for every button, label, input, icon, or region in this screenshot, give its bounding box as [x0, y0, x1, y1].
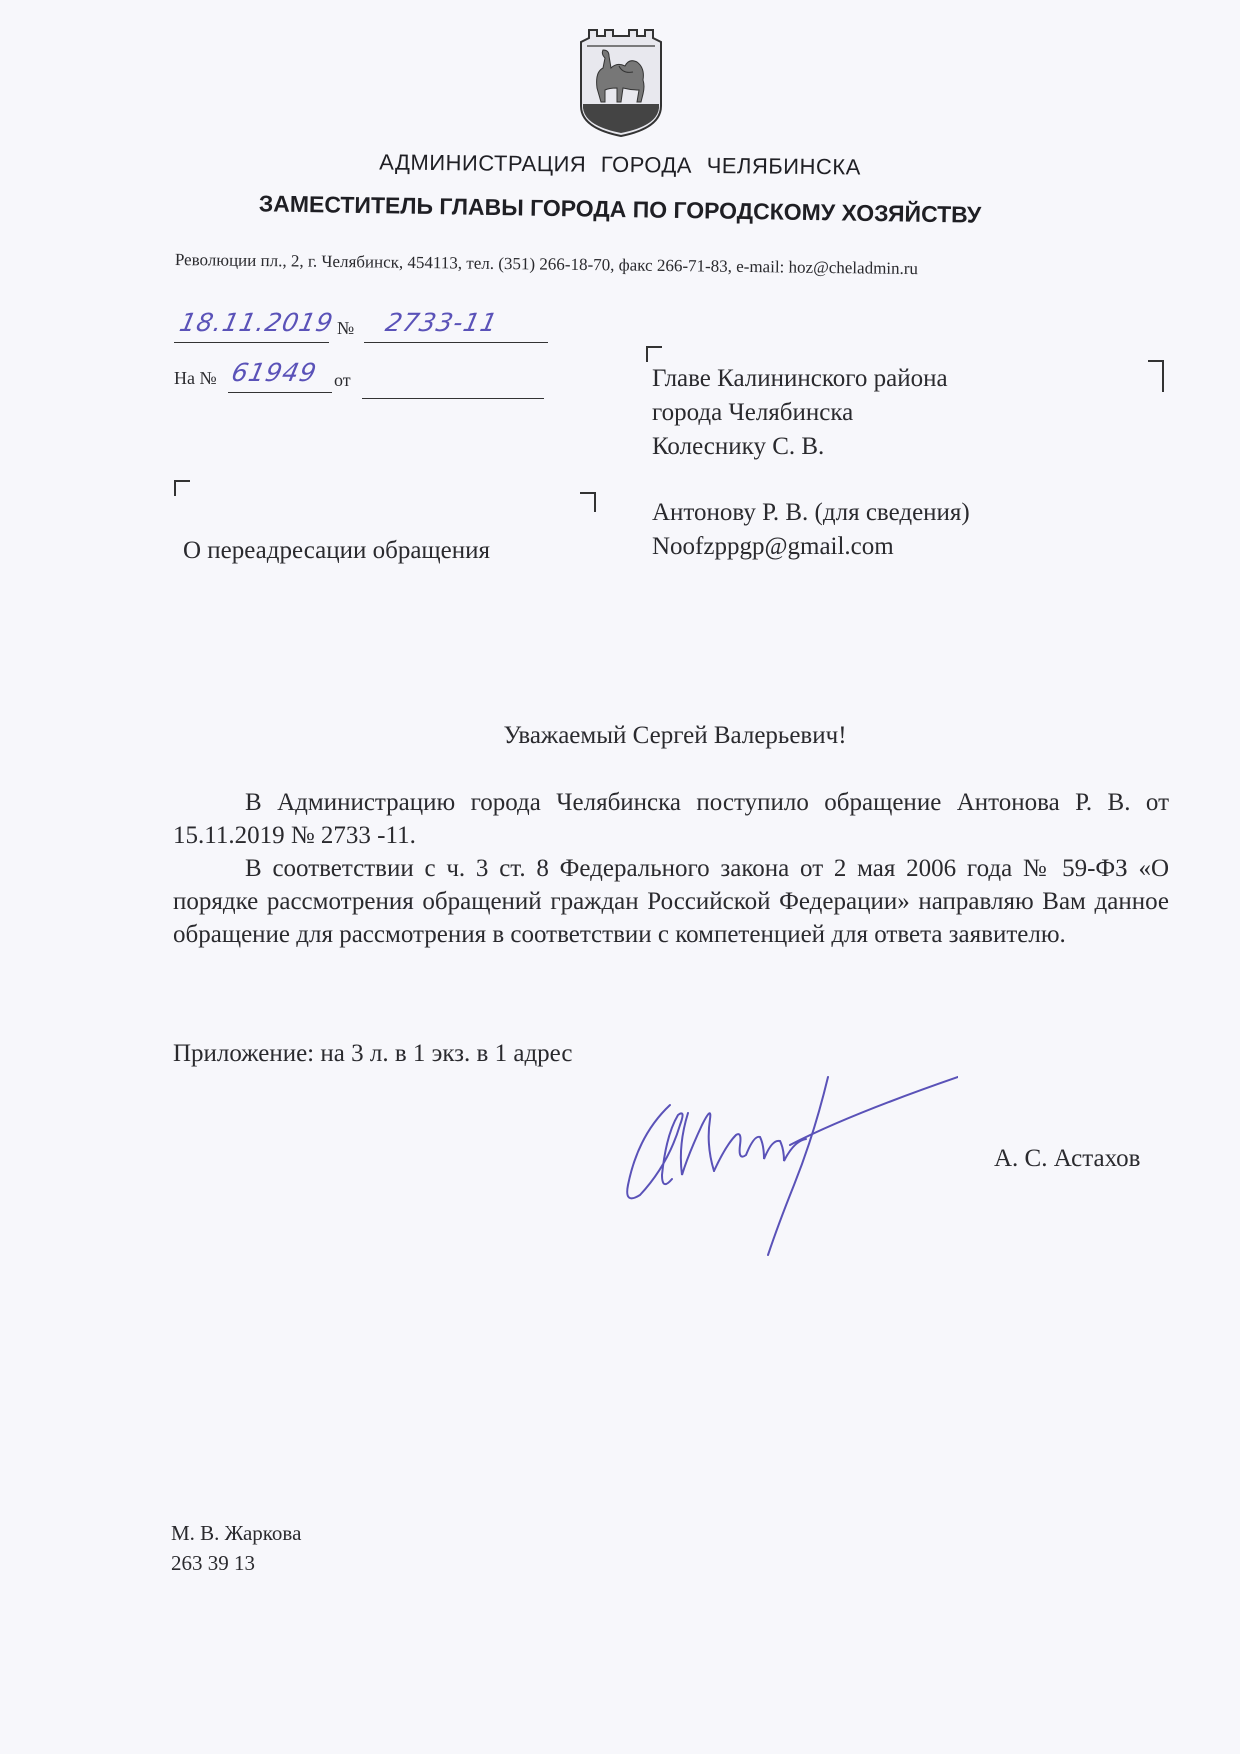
body-paragraph: В соответствии с ч. 3 ст. 8 Федерального закона от 2 мая 2006 года № 59-ФЗ «О порядке рассмотрения обращений граждан Российской Федерации» направляю Вам данное обращение для рассмотрения в соответствии с компетенцией для ответа заявителю. — [173, 855, 1169, 948]
number-label: № — [337, 318, 355, 338]
coat-of-arms-icon — [579, 28, 663, 138]
recipient-line: Антонову Р. В. (для сведения) — [652, 499, 970, 526]
executor-phone: 263 39 13 — [171, 1551, 255, 1575]
department-title: ЗАМЕСТИТЕЛЬ ГЛАВЫ ГОРОДА ПО ГОРОДСКОМУ ХОЗЯЙСТВУ — [258, 190, 982, 228]
reply-prefix: На № — [174, 368, 217, 388]
reply-number: 61949 — [228, 358, 320, 387]
subject-corner-right — [580, 492, 596, 512]
reply-date-line — [362, 362, 544, 399]
outgoing-number-line — [364, 308, 548, 343]
recipient-corner-left — [646, 346, 662, 362]
attachment-note: Приложение: на 3 л. в 1 экз. в 1 адрес — [173, 1040, 573, 1067]
recipient-line: Главе Калининского района — [652, 365, 948, 392]
letter-subject: О переадресации обращения — [183, 537, 491, 564]
outgoing-date: 18.11.2019 — [176, 308, 337, 337]
outgoing-number: 2733-11 — [382, 308, 501, 337]
letter-body — [173, 786, 1169, 951]
organization-title: АДМИНИСТРАЦИЯ ГОРОДА ЧЕЛЯБИНСКА — [379, 149, 861, 180]
recipient-corner-right — [1148, 360, 1164, 392]
reply-number-line — [228, 358, 332, 393]
recipient-email: Noofzppgp@gmail.com — [652, 533, 894, 560]
signer-name: А. С. Астахов — [994, 1145, 1141, 1172]
organization-address: Революции пл., 2, г. Челябинск, 454113, тел. (351) 266-18-70, факс 266-71-83, e-mail: hoz@cheladmin.ru — [174, 250, 919, 279]
recipient-line: города Челябинска — [652, 399, 854, 426]
body-paragraph: В Администрацию города Челябинска поступило обращение Антонова Р. В. от 15.11.2019 № 2733 -11. — [173, 789, 1169, 849]
executor-name: М. В. Жаркова — [171, 1521, 302, 1545]
greeting: Уважаемый Сергей Валерьевич! — [503, 722, 847, 749]
subject-corner-left — [174, 480, 190, 496]
reply-from-label: от — [334, 370, 351, 390]
executor-block — [171, 1518, 301, 1578]
recipient-line: Колеснику С. В. — [652, 433, 825, 460]
outgoing-date-line — [174, 308, 337, 343]
handwritten-signature — [618, 1075, 958, 1265]
recipient-block — [652, 362, 970, 564]
